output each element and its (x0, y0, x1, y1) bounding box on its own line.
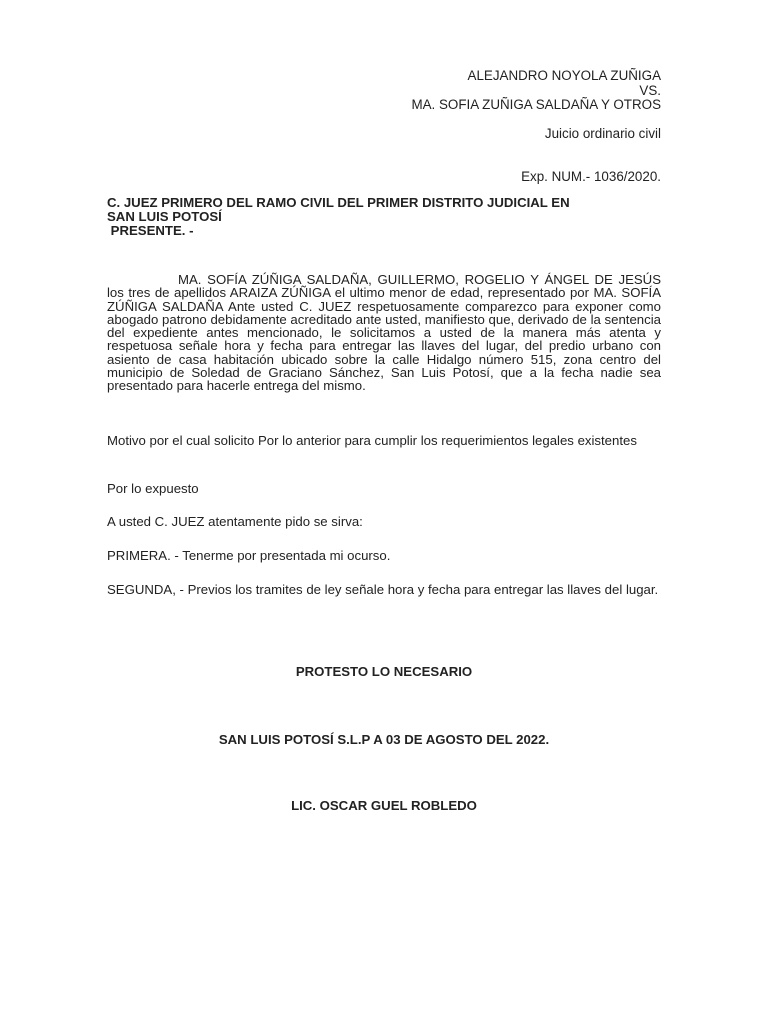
motivo-paragraph: Motivo por el cual solicito Por lo anterior para cumplir los requerimientos legales existentes (107, 433, 637, 448)
petition-first: PRIMERA. - Tenerme por presentada mi ocurso. (107, 548, 391, 563)
signature-name: LIC. OSCAR GUEL ROBLEDO (291, 798, 477, 813)
protesto-heading: PROTESTO LO NECESARIO (295, 664, 473, 679)
intro-paragraph: MA. SOFÍA ZÚÑIGA SALDAÑA, GUILLERMO, ROGELIO Y ÁNGEL DE JESÚS los tres de apellidos ARAIZA ZÚÑIGA el ultimo menor de edad, representado por MA. SOFÍA ZÚÑIGA SALDAÑA Ante usted C. JUEZ respetuosamente comparezco para exponer como abogado patrono debidamente acreditado ante usted, manifiesto que, derivado de la sentencia del expediente antes mencionado, le solicitamos a usted de la manera más atenta y respetuosa señale hora y fecha para entregar las llaves del lugar, del predio urbano con asiento de casa habitación ubicado sobre la calle Hidalgo número 515, zona centro del municipio de Soledad de Graciano Sánchez, San Luis Potosí, que a la fecha nadie sea presentado para hacerle entrega del mismo. (107, 272, 661, 394)
expuesto-paragraph: Por lo expuesto (107, 481, 199, 496)
defendants-name: MA. SOFIA ZUÑIGA SALDAÑA Y OTROS (411, 97, 661, 112)
document-page (107, 0, 661, 1024)
request-paragraph: A usted C. JUEZ atentamente pido se sirva: (107, 514, 363, 529)
addressee-line-3: PRESENTE. - (107, 223, 194, 238)
addressee-block (107, 196, 661, 238)
case-type: Juicio ordinario civil (544, 126, 661, 141)
versus-label: VS. (639, 82, 661, 98)
addressee-line-1: C. JUEZ PRIMERO DEL RAMO CIVIL DEL PRIMER DISTRITO JUDICIAL EN (107, 195, 570, 210)
plaintiff-name: ALEJANDRO NOYOLA ZUÑIGA (467, 68, 661, 83)
place-date-line: SAN LUIS POTOSÍ S.L.P A 03 DE AGOSTO DEL 2022. (218, 732, 550, 747)
petition-second: SEGUNDA, - Previos los tramites de ley señale hora y fecha para entregar las llaves del lugar. (107, 582, 659, 597)
case-caption (411, 69, 661, 113)
file-number: Exp. NUM.- 1036/2020. (521, 169, 661, 184)
addressee-line-2: SAN LUIS POTOSÍ (107, 209, 222, 224)
